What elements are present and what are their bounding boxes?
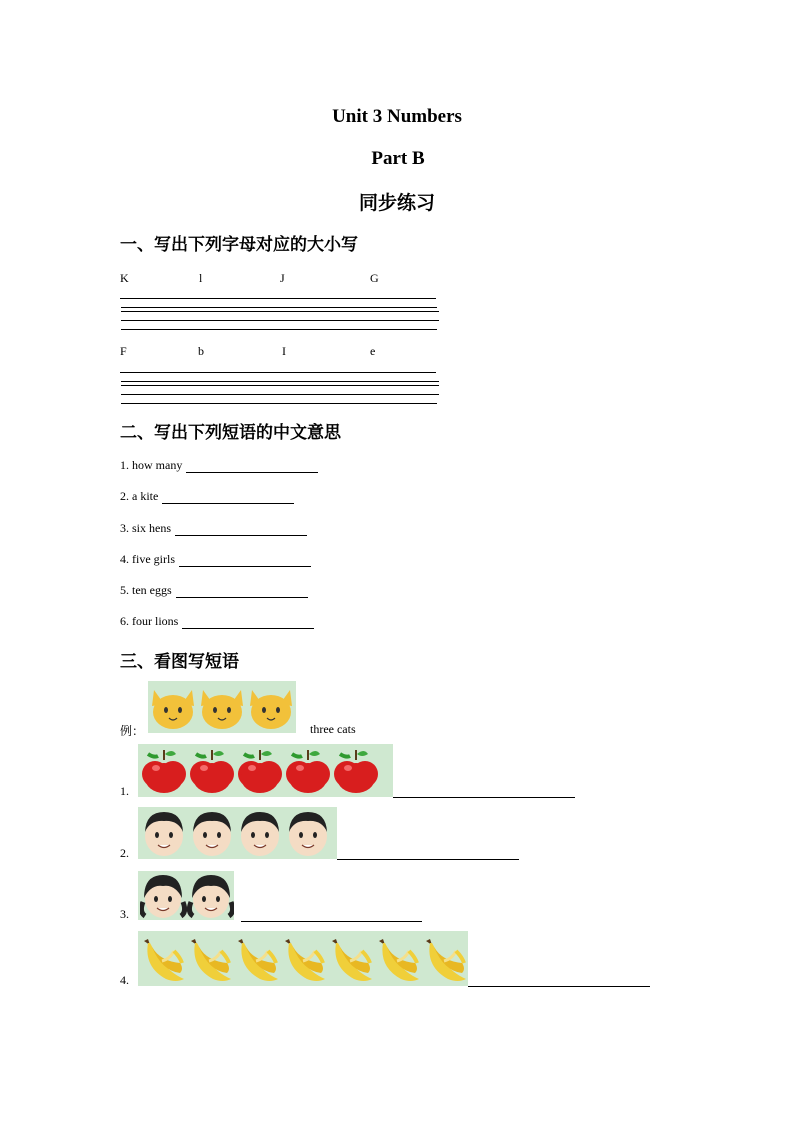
cats-svg bbox=[150, 682, 294, 732]
phrase-item bbox=[120, 458, 318, 473]
apple-icon bbox=[190, 750, 234, 793]
section2-heading: 二、写出下列短语的中文意思 bbox=[120, 423, 341, 443]
letter-l: l bbox=[199, 271, 203, 285]
answer-blank[interactable] bbox=[182, 614, 314, 629]
item4-label: 4. bbox=[120, 973, 129, 987]
phrase-text: 6. four lions bbox=[120, 614, 179, 628]
banana-icon bbox=[332, 939, 372, 981]
girls-svg bbox=[140, 872, 234, 920]
writing-line[interactable] bbox=[120, 372, 436, 373]
banana-icon bbox=[191, 939, 231, 981]
bananas-svg bbox=[140, 933, 468, 985]
writing-line[interactable] bbox=[121, 381, 439, 382]
phrase-item bbox=[120, 614, 314, 629]
boy-face-icon bbox=[241, 812, 279, 856]
girl-face-icon bbox=[141, 875, 184, 918]
banana-icon bbox=[379, 939, 419, 981]
letter-i: I bbox=[282, 344, 286, 358]
letter-g: G bbox=[370, 271, 379, 285]
writing-line[interactable] bbox=[121, 394, 439, 395]
phrase-item bbox=[120, 583, 308, 598]
writing-line[interactable] bbox=[121, 385, 439, 386]
apple-icon bbox=[142, 750, 186, 793]
part-title bbox=[0, 148, 794, 170]
girls-picture bbox=[138, 871, 234, 920]
apple-icon bbox=[238, 750, 282, 793]
answer-blank[interactable] bbox=[179, 552, 311, 567]
phrase-text: 4. five girls bbox=[120, 552, 175, 566]
letter-f: F bbox=[120, 344, 127, 358]
phrase-item bbox=[120, 552, 311, 567]
answer-blank[interactable] bbox=[176, 583, 308, 598]
phrase-text: 3. six hens bbox=[120, 521, 171, 535]
answer-line[interactable] bbox=[393, 797, 575, 798]
item3-label: 3. bbox=[120, 907, 129, 921]
apple-icon bbox=[334, 750, 378, 793]
phrase-text: 5. ten eggs bbox=[120, 583, 172, 597]
letter-k: K bbox=[120, 271, 129, 285]
writing-line[interactable] bbox=[121, 403, 437, 404]
girl-face-icon bbox=[189, 875, 232, 918]
apples-picture bbox=[138, 744, 393, 797]
cat-face-icon bbox=[250, 690, 292, 729]
example-label: 例： bbox=[120, 724, 145, 738]
letter-j: J bbox=[280, 271, 285, 285]
apples-svg bbox=[140, 746, 390, 796]
phrase-text: 2. a kite bbox=[120, 489, 159, 503]
answer-blank[interactable] bbox=[186, 458, 318, 473]
boys-picture bbox=[138, 807, 337, 859]
phrase-item bbox=[120, 521, 307, 536]
answer-line[interactable] bbox=[337, 859, 519, 860]
writing-line[interactable] bbox=[121, 307, 437, 308]
answer-line[interactable] bbox=[468, 986, 650, 987]
unit-title: Unit 3 Numbers bbox=[332, 106, 462, 127]
answer-blank[interactable] bbox=[162, 489, 294, 504]
writing-line[interactable] bbox=[121, 329, 437, 330]
apple-icon bbox=[286, 750, 330, 793]
cat-face-icon bbox=[152, 690, 194, 729]
boys-svg bbox=[140, 808, 334, 858]
boy-face-icon bbox=[289, 812, 327, 856]
boy-face-icon bbox=[193, 812, 231, 856]
answer-blank[interactable] bbox=[175, 521, 307, 536]
phrase-text: 1. how many bbox=[120, 458, 183, 472]
boy-face-icon bbox=[145, 812, 183, 856]
practice-title: 同步练习 bbox=[358, 192, 435, 214]
example-answer: three cats bbox=[310, 722, 356, 736]
bananas-picture bbox=[138, 931, 468, 986]
banana-icon bbox=[285, 939, 325, 981]
banana-icon bbox=[426, 939, 466, 981]
cat-face-icon bbox=[201, 690, 243, 729]
banana-icon bbox=[144, 939, 184, 981]
letter-b: b bbox=[198, 344, 204, 358]
writing-line[interactable] bbox=[120, 298, 436, 299]
cats-picture bbox=[148, 681, 296, 733]
item2-label: 2. bbox=[120, 846, 129, 860]
letter-e: e bbox=[370, 344, 376, 358]
part-title-text: Part B bbox=[371, 148, 425, 169]
writing-line[interactable] bbox=[121, 311, 439, 312]
answer-line[interactable] bbox=[241, 921, 422, 922]
phrase-item bbox=[120, 489, 294, 504]
section1-heading: 一、写出下列字母对应的大小写 bbox=[120, 235, 358, 255]
item1-label: 1. bbox=[120, 784, 129, 798]
section3-heading: 三、看图写短语 bbox=[120, 652, 239, 672]
writing-line[interactable] bbox=[121, 320, 439, 321]
banana-icon bbox=[238, 939, 278, 981]
